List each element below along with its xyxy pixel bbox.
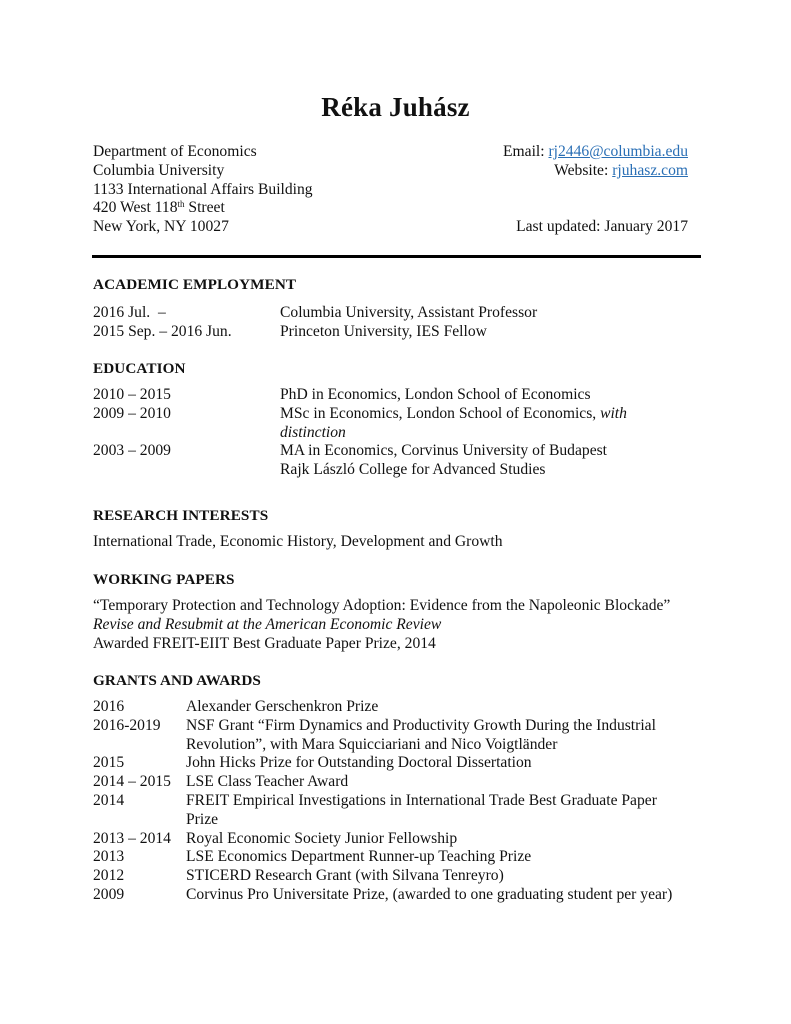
city-line: New York, NY 10027 bbox=[93, 218, 229, 236]
section-title-working-papers: WORKING PAPERS bbox=[93, 571, 235, 588]
grant-date: 2013 bbox=[93, 848, 125, 866]
grant-row bbox=[93, 754, 701, 773]
section-title-employment: ACADEMIC EMPLOYMENT bbox=[93, 276, 297, 293]
email-label: Email: bbox=[503, 143, 549, 160]
header-divider bbox=[92, 255, 701, 258]
employment-date: 2016 Jul. – bbox=[93, 304, 166, 321]
grant-date: 2014 – 2015 bbox=[93, 773, 171, 791]
street-prefix: 420 West 118 bbox=[93, 199, 178, 217]
grant-date: 2012 bbox=[93, 867, 125, 885]
grant-date: 2015 bbox=[93, 754, 125, 772]
section-title-education: EDUCATION bbox=[93, 360, 186, 377]
grant-date: 2016 bbox=[93, 698, 125, 715]
grant-row bbox=[93, 792, 701, 830]
education-text bbox=[280, 442, 701, 480]
address-line: Department of Economics bbox=[93, 143, 257, 160]
address-line: 1133 International Affairs Building bbox=[93, 180, 313, 198]
grant-text: Royal Economic Society Junior Fellowship bbox=[186, 829, 458, 847]
education-distinction: with distinction bbox=[280, 404, 627, 441]
grant-date: 2013 – 2014 bbox=[93, 829, 171, 847]
grant-text: NSF Grant “Firm Dynamics and Productivity Growth During the Industrial Revolution”, with Mara Squicciariani and Nico Voigtländer bbox=[186, 716, 656, 753]
grants-list bbox=[93, 698, 701, 905]
street-suffix: Street bbox=[184, 199, 225, 217]
education-date: 2003 – 2009 bbox=[93, 442, 171, 460]
education-degree: MA in Economics, Corvinus University of Budapest bbox=[280, 442, 608, 460]
grant-text: Corvinus Pro Universitate Prize, (awarded to one graduating student per year) bbox=[186, 885, 673, 903]
working-paper-entry bbox=[93, 597, 673, 653]
contact-block bbox=[503, 143, 688, 237]
grant-text: John Hicks Prize for Outstanding Doctoral Dissertation bbox=[186, 754, 532, 772]
education-row bbox=[93, 405, 701, 443]
grant-date: 2009 bbox=[93, 885, 125, 903]
education-college: Rajk László College for Advanced Studies bbox=[280, 461, 546, 479]
grant-text: LSE Economics Department Runner-up Teaching Prize bbox=[186, 848, 532, 866]
email-link[interactable]: rj2446@columbia.edu bbox=[548, 143, 688, 160]
grant-text: Alexander Gerschenkron Prize bbox=[186, 698, 379, 715]
grant-text: LSE Class Teacher Award bbox=[186, 773, 349, 791]
education-text bbox=[280, 405, 701, 443]
last-updated: Last updated: January 2017 bbox=[516, 218, 688, 236]
employment-list bbox=[93, 304, 701, 342]
address-line: Columbia University bbox=[93, 161, 225, 179]
grant-date: 2014 bbox=[93, 791, 125, 809]
cv-name-heading: Réka Juhász bbox=[321, 92, 470, 122]
grant-row bbox=[93, 848, 701, 867]
education-row bbox=[93, 442, 701, 480]
education-degree: MSc in Economics, London School of Economics, bbox=[280, 404, 601, 422]
grant-text: FREIT Empirical Investigations in International Trade Best Graduate Paper Prize bbox=[186, 791, 657, 828]
employment-row bbox=[93, 323, 701, 342]
employment-text: Columbia University, Assistant Professor bbox=[280, 304, 538, 321]
education-text: PhD in Economics, London School of Economics bbox=[280, 386, 591, 403]
address-block bbox=[93, 143, 313, 237]
grant-row bbox=[93, 773, 701, 792]
street-ordinal: th bbox=[177, 199, 185, 210]
paper-status: Revise and Resubmit at the American Economic Review bbox=[93, 615, 442, 633]
employment-text: Princeton University, IES Fellow bbox=[280, 322, 487, 340]
grant-row bbox=[93, 717, 701, 755]
research-interests-text: International Trade, Economic History, Development and Growth bbox=[93, 533, 503, 550]
section-title-grants: GRANTS AND AWARDS bbox=[93, 672, 261, 689]
paper-award: Awarded FREIT-EIIT Best Graduate Paper Prize, 2014 bbox=[93, 634, 436, 652]
grant-row bbox=[93, 698, 701, 717]
website-line bbox=[503, 162, 688, 181]
employment-date: 2015 Sep. – 2016 Jun. bbox=[93, 322, 232, 340]
education-date: 2009 – 2010 bbox=[93, 404, 171, 422]
education-row bbox=[93, 386, 701, 405]
grant-row bbox=[93, 830, 701, 849]
website-label: Website: bbox=[554, 161, 613, 179]
grant-row bbox=[93, 886, 701, 905]
education-list bbox=[93, 386, 701, 480]
employment-row bbox=[93, 304, 701, 323]
street-line bbox=[93, 199, 313, 218]
education-date: 2010 – 2015 bbox=[93, 386, 171, 403]
grant-date: 2016-2019 bbox=[93, 716, 161, 734]
section-title-research: RESEARCH INTERESTS bbox=[93, 507, 269, 524]
website-link[interactable]: rjuhasz.com bbox=[612, 161, 688, 179]
grant-text: STICERD Research Grant (with Silvana Tenreyro) bbox=[186, 867, 504, 885]
email-line bbox=[503, 143, 688, 162]
paper-title: “Temporary Protection and Technology Adoption: Evidence from the Napoleonic Blockade” bbox=[93, 597, 671, 614]
grant-row bbox=[93, 867, 701, 886]
